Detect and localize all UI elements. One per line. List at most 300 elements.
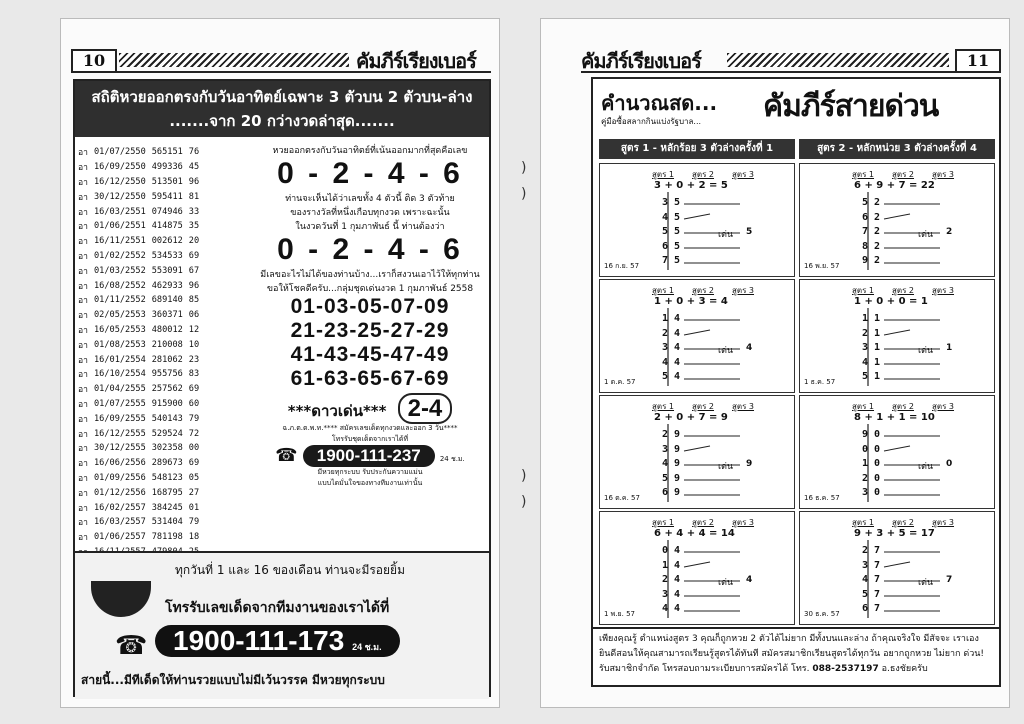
header-hatch xyxy=(727,53,949,67)
history-date: 16/01/2554 xyxy=(94,354,146,365)
history-row xyxy=(75,234,202,249)
history-bottom: 69 xyxy=(188,250,200,261)
formula-label: สูตร 3 xyxy=(732,170,755,179)
formula-label: สูตร 1 xyxy=(852,286,875,295)
draw-date: 16 ก.ย. 57 xyxy=(604,262,640,270)
formula-equation: 1 + 0 + 0 = 1 xyxy=(854,296,928,307)
formula-row: 9 2 xyxy=(862,255,881,266)
history-row xyxy=(75,471,202,486)
star-label: ***ดาวเด่น*** xyxy=(287,402,387,420)
history-table xyxy=(75,145,202,559)
history-bottom: 45 xyxy=(188,162,200,173)
right-header xyxy=(581,49,1001,73)
formula-row: 1 4 xyxy=(662,559,681,571)
history-row xyxy=(75,485,202,500)
formula-label: สูตร 3 xyxy=(732,518,755,527)
history-top: 462933 xyxy=(151,280,183,291)
history-bottom: 72 xyxy=(188,428,200,439)
brand-title: คัมภีร์เรียงเบอร์ xyxy=(581,49,701,73)
formula-row: 3 0 xyxy=(862,487,881,498)
history-date: 16/06/2556 xyxy=(94,458,146,469)
history-day: อา xyxy=(78,325,88,336)
formula-row: 1 4 xyxy=(662,313,681,324)
history-row xyxy=(75,337,202,352)
formula-row: 3 1 xyxy=(862,342,881,353)
history-date: 01/03/2552 xyxy=(94,265,146,276)
pick-label: เด่น xyxy=(718,230,734,240)
history-date: 01/06/2557 xyxy=(94,532,146,543)
history-row xyxy=(75,352,202,367)
history-bottom: 81 xyxy=(188,191,200,202)
history-bottom: 35 xyxy=(188,221,200,232)
formula-label: สูตร 3 xyxy=(732,286,755,295)
draw-date: 16 พ.ย. 57 xyxy=(804,262,840,270)
title-big: คัมภีร์สายด่วน xyxy=(763,89,939,124)
history-day: อา xyxy=(78,340,88,351)
formula-label: สูตร 2 xyxy=(892,286,915,295)
draw-date: 30 ธ.ค. 57 xyxy=(804,610,840,618)
history-bottom: 85 xyxy=(188,295,200,306)
history-bottom: 96 xyxy=(188,176,200,187)
fine-1: ฉ.ภ.ต.ต.พ.ท.**** สมัครเลขเด็ดทุกงวดและออก 3 วัน**** xyxy=(282,424,458,432)
history-day: อา xyxy=(78,177,88,188)
history-top: 513501 xyxy=(151,176,183,187)
formula-panel xyxy=(591,77,1001,632)
formula-row: 3 7 xyxy=(862,559,881,571)
history-date: 01/11/2552 xyxy=(94,295,146,306)
formula-row: 4 5 xyxy=(662,211,681,223)
formula-label: สูตร 1 xyxy=(852,402,875,411)
formula-row: 9 0 xyxy=(862,429,881,440)
formula-row: 3 4 xyxy=(662,588,681,600)
history-day: อา xyxy=(78,207,88,218)
formula-row: 2 0 xyxy=(862,472,881,484)
history-bottom: 18 xyxy=(188,532,200,543)
binding-mark: ) xyxy=(521,494,527,510)
history-top: 531404 xyxy=(151,517,183,528)
history-top: 595411 xyxy=(151,191,183,202)
history-day: อา xyxy=(78,399,88,410)
history-day: อา xyxy=(78,355,88,366)
history-top: 548123 xyxy=(151,472,183,483)
formula-label: สูตร 2 xyxy=(692,286,715,295)
history-date: 02/05/2553 xyxy=(94,310,146,321)
formula-row: 5 2 xyxy=(862,197,881,208)
formula-row: 5 4 xyxy=(662,371,681,382)
formula-row: 7 2 xyxy=(862,226,881,237)
history-date: 16/02/2557 xyxy=(94,502,146,513)
pick-label: เด่น xyxy=(918,346,934,356)
history-row xyxy=(75,530,202,545)
history-top: 074946 xyxy=(151,206,183,217)
formula-row: 0 4 xyxy=(662,545,681,556)
formula-label: สูตร 1 xyxy=(652,518,675,527)
history-day: อา xyxy=(78,473,88,484)
formula-row: 2 9 xyxy=(662,429,681,440)
history-bottom: 79 xyxy=(188,413,200,424)
history-bottom: 06 xyxy=(188,310,200,321)
formula-label: สูตร 1 xyxy=(852,170,875,179)
history-bottom: 05 xyxy=(188,472,200,483)
history-row xyxy=(75,382,202,397)
ad-block xyxy=(75,551,489,699)
history-top: 540143 xyxy=(151,413,183,424)
history-day: อา xyxy=(78,237,88,248)
history-row xyxy=(75,500,202,515)
binding-mark: ) xyxy=(521,186,527,202)
phone-icon-2: ☎ xyxy=(115,631,148,661)
banner-line1: สถิติหวยออกตรงกับวันอาทิตย์เฉพาะ 3 ตัวบน 2 ตัวบน-ล่าง xyxy=(91,88,473,106)
history-row xyxy=(75,293,202,308)
history-top: 002612 xyxy=(151,236,183,247)
history-day: อา xyxy=(78,533,88,544)
formula-equation: 8 + 1 + 1 = 10 xyxy=(854,412,935,423)
fine-3: มีหวยทุกระบบ รับประกันความแม่น xyxy=(317,468,423,476)
history-top: 529524 xyxy=(151,428,183,439)
formula-equation: 6 + 4 + 4 = 14 xyxy=(654,528,735,539)
history-day: อา xyxy=(78,311,88,322)
formula-equation: 2 + 0 + 7 = 9 xyxy=(654,412,728,423)
history-row xyxy=(75,426,202,441)
history-date: 01/06/2551 xyxy=(94,221,146,232)
fine-4: แบบไดมั่นใจของทางทีมงานเท่านั้น xyxy=(317,479,423,487)
history-row xyxy=(75,323,202,338)
draw-date: 1 พ.ย. 57 xyxy=(604,610,635,618)
formula-cell xyxy=(799,279,995,393)
history-top: 915900 xyxy=(151,398,183,409)
fine-2: โทรรับชุดเด็ดจากเราได้ที่ xyxy=(331,435,409,443)
hours-1: 24 ช.ม. xyxy=(439,455,465,463)
history-top: 384245 xyxy=(151,502,183,513)
history-date: 16/12/2555 xyxy=(94,428,146,439)
history-bottom: 67 xyxy=(188,265,200,276)
history-day: อา xyxy=(78,296,88,307)
phone-2-pill xyxy=(155,625,400,657)
formula-cell xyxy=(799,511,995,625)
draw-date: 1 ธ.ค. 57 xyxy=(804,378,836,386)
history-date: 16/08/2552 xyxy=(94,280,146,291)
history-day: อา xyxy=(78,192,88,203)
history-top: 414875 xyxy=(151,221,183,232)
history-top: 955756 xyxy=(151,369,183,380)
formula-cell xyxy=(599,163,795,277)
history-bottom: 20 xyxy=(188,236,200,247)
left-page xyxy=(60,18,500,708)
formula-row: 5 7 xyxy=(862,588,881,600)
history-date: 01/02/2552 xyxy=(94,250,146,261)
history-top: 302358 xyxy=(151,443,183,454)
formula-label: สูตร 1 xyxy=(652,402,675,411)
draw-date: 16 ต.ค. 57 xyxy=(604,494,640,502)
history-date: 01/04/2555 xyxy=(94,384,146,395)
history-row xyxy=(75,278,202,293)
history-date: 01/07/2550 xyxy=(94,147,146,158)
formula-row: 4 7 xyxy=(862,574,881,585)
formula-cell xyxy=(799,395,995,509)
history-day: อา xyxy=(78,429,88,440)
pick-label: เด่น xyxy=(918,578,934,588)
number-set-4: 61-63-65-67-69 xyxy=(290,367,450,390)
formula-row: 1 0 xyxy=(862,458,881,469)
hours-2: 24 ช.ม. xyxy=(352,642,382,652)
formula-row: 2 4 xyxy=(662,574,681,585)
history-row xyxy=(75,397,202,412)
formula-row: 6 2 xyxy=(862,211,881,223)
history-bottom: 79 xyxy=(188,517,200,528)
history-day: อา xyxy=(78,163,88,174)
formula-row: 5 5 xyxy=(662,226,681,237)
history-date: 16/03/2551 xyxy=(94,206,146,217)
formula-label: สูตร 2 xyxy=(892,402,915,411)
formula-label: สูตร 2 xyxy=(892,170,915,179)
history-row xyxy=(75,367,202,382)
column-2-header: สูตร 2 - หลักหน่วย 3 ตัวล่างครั้งที่ 4 xyxy=(799,139,995,159)
history-top: 360371 xyxy=(151,310,183,321)
history-row xyxy=(75,263,202,278)
formula-row: 2 7 xyxy=(862,545,881,556)
draw-date: 1 ต.ค. 57 xyxy=(604,378,636,386)
phone-row-1 xyxy=(235,445,505,467)
pick-label: เด่น xyxy=(918,462,934,472)
column-1-header: สูตร 1 - หลักร้อย 3 ตัวล่างครั้งที่ 1 xyxy=(599,139,795,159)
formula-row: 6 5 xyxy=(662,240,681,252)
formula-cell xyxy=(599,511,795,625)
draw-date: 16 ธ.ค. 57 xyxy=(804,494,840,502)
history-top: 499336 xyxy=(151,162,183,173)
info-text3: ในงวดวันที่ 1 กุมภาพันธ์ นี้ ท่านต้องว่า xyxy=(295,222,445,232)
history-date: 16/09/2550 xyxy=(94,162,146,173)
ad-line1: ทุกวันที่ 1 และ 16 ของเดือน ท่านจะมีรอยยิ้ม xyxy=(175,563,405,577)
formula-label: สูตร 1 xyxy=(652,286,675,295)
formula-row: 2 1 xyxy=(862,327,881,339)
pick-label: เด่น xyxy=(918,230,934,240)
history-top: 689140 xyxy=(151,295,183,306)
ad-line2: โทรรับเลขเด็ดจากทีมงานของเราได้ที่ xyxy=(165,600,390,616)
pick-value: 4 xyxy=(746,343,753,353)
footer-text: เพียงคุณรู้ ตำแหน่งสูตร 3 คุณก็ถูกหวย 2 ตัวได้ไม่ยาก มีทั้งบนและล่าง ถ้าคุณจริงใจ มีสัจจะ เราเองยินดีสอนให้คุณสามารถเรียนรู้สูตรได้ทันที สมัครสมาชิกเรียนสูตรได้ทุกวัน อยากถูกหวย ไม่ยาก ด่วน! รับสมาชิกจำกัด โทรสอบถามระเบียบการสมัครได้ โทร. xyxy=(599,634,985,674)
info-title: หวยออกตรงกับวันอาทิตย์ที่เน้นออกมากที่สุดคือเลข xyxy=(272,146,468,156)
formula-label: สูตร 2 xyxy=(692,402,715,411)
history-day: อา xyxy=(78,444,88,455)
history-bottom: 01 xyxy=(188,502,200,513)
banner-line2: .......จาก 20 กว่างวดล่าสุด....... xyxy=(169,112,395,130)
footer-note xyxy=(591,627,1001,687)
phone-1: 1900-111-237 xyxy=(303,445,435,467)
number-set-2: 21-23-25-27-29 xyxy=(290,319,450,342)
history-date: 01/09/2556 xyxy=(94,472,146,483)
pick-label: เด่น xyxy=(718,462,734,472)
formula-label: สูตร 2 xyxy=(692,170,715,179)
formula-label: สูตร 3 xyxy=(732,402,755,411)
history-day: อา xyxy=(78,385,88,396)
history-row xyxy=(75,189,202,204)
history-bottom: 33 xyxy=(188,206,200,217)
formula-label: สูตร 3 xyxy=(932,402,955,411)
formula-label: สูตร 3 xyxy=(932,170,955,179)
history-row xyxy=(75,204,202,219)
info-text4: มีเลขอะไรไม่ได้ของท่านบ้าง...เราก็สงวนเอาไว้ให้ทุกท่าน xyxy=(260,270,480,280)
history-row xyxy=(75,411,202,426)
formula-label: สูตร 2 xyxy=(892,518,915,527)
formula-row: 7 5 xyxy=(662,255,681,266)
formula-row: 5 9 xyxy=(662,472,681,484)
formula-label: สูตร 1 xyxy=(852,518,875,527)
formula-row: 5 1 xyxy=(862,371,881,382)
pick-value: 5 xyxy=(746,227,753,237)
stats-panel xyxy=(73,79,491,697)
right-page xyxy=(540,18,1010,708)
history-day: อา xyxy=(78,459,88,470)
formula-row: 3 4 xyxy=(662,342,681,353)
history-top: 168795 xyxy=(151,487,183,498)
binding-mark: ) xyxy=(521,160,527,176)
history-bottom: 12 xyxy=(188,324,200,335)
history-top: 257562 xyxy=(151,384,183,395)
history-row xyxy=(75,175,202,190)
history-bottom: 69 xyxy=(188,384,200,395)
history-day: อา xyxy=(78,503,88,514)
footer-phone: 088-2537197 xyxy=(812,664,879,674)
pick-label: เด่น xyxy=(718,346,734,356)
phone-icon: ☎ xyxy=(275,445,298,466)
number-set-1: 01-03-05-07-09 xyxy=(290,295,450,318)
history-top: 781198 xyxy=(151,532,183,543)
title-small: คำนวณสด... xyxy=(601,91,718,115)
history-day: อา xyxy=(78,148,88,159)
formula-row: 8 2 xyxy=(862,240,881,252)
formula-equation: 9 + 3 + 5 = 17 xyxy=(854,528,935,539)
digits-1: 0 - 2 - 4 - 6 xyxy=(277,157,463,190)
history-row xyxy=(75,456,202,471)
formula-row: 4 4 xyxy=(662,603,681,614)
formula-label: สูตร 3 xyxy=(932,286,955,295)
info-block xyxy=(235,143,505,489)
history-bottom: 00 xyxy=(188,443,200,454)
formula-row: 3 5 xyxy=(662,197,681,208)
history-top: 281062 xyxy=(151,354,183,365)
formula-cell xyxy=(599,395,795,509)
pick-value: 1 xyxy=(946,343,953,353)
footer-sign: อ.ธงชัยครับ xyxy=(881,664,928,674)
digits-2: 0 - 2 - 4 - 6 xyxy=(277,233,463,266)
history-bottom: 69 xyxy=(188,458,200,469)
pick-value: 9 xyxy=(746,459,753,469)
history-row xyxy=(75,441,202,456)
pick-value: 2 xyxy=(946,227,953,237)
history-top: 210008 xyxy=(151,339,183,350)
history-day: อา xyxy=(78,370,88,381)
history-date: 01/12/2556 xyxy=(94,487,146,498)
page-number: 11 xyxy=(955,49,1001,73)
star-row xyxy=(235,395,505,423)
history-day: อา xyxy=(78,281,88,292)
history-date: 16/03/2557 xyxy=(94,517,146,528)
history-top: 565151 xyxy=(151,147,183,158)
binding-mark: ) xyxy=(521,468,527,484)
page-number: 10 xyxy=(71,49,117,73)
history-date: 16/11/2551 xyxy=(94,236,146,247)
history-row xyxy=(75,515,202,530)
history-day: อา xyxy=(78,251,88,262)
formula-row: 2 4 xyxy=(662,327,681,339)
formula-label: สูตร 3 xyxy=(932,518,955,527)
formula-equation: 3 + 0 + 2 = 5 xyxy=(654,180,728,191)
star-value: 2-4 xyxy=(398,393,453,424)
formula-row: 4 4 xyxy=(662,356,681,368)
history-top: 534533 xyxy=(151,250,183,261)
history-date: 16/09/2555 xyxy=(94,413,146,424)
ad-line3: สายนี้...มีทีเด็ดให้ท่านรวยแบบไม่มีเว้นวรรค มีหวยทุกระบบ xyxy=(81,673,385,687)
pick-label: เด่น xyxy=(718,578,734,588)
info-text1: ท่านจะเห็นได้ว่าเลขทั้ง 4 ตัวนี้ ติด 3 ตัวท้าย xyxy=(285,194,455,204)
history-row xyxy=(75,249,202,264)
history-date: 01/07/2555 xyxy=(94,398,146,409)
pick-value: 0 xyxy=(946,459,953,469)
history-bottom: 27 xyxy=(188,487,200,498)
history-date: 30/12/2550 xyxy=(94,191,146,202)
history-row xyxy=(75,160,202,175)
history-day: อา xyxy=(78,222,88,233)
history-bottom: 10 xyxy=(188,339,200,350)
formula-row: 0 0 xyxy=(862,443,881,455)
history-date: 16/12/2550 xyxy=(94,176,146,187)
formula-row: 6 7 xyxy=(862,603,881,614)
history-top: 289673 xyxy=(151,458,183,469)
number-set-3: 41-43-45-47-49 xyxy=(290,343,450,366)
history-bottom: 60 xyxy=(188,398,200,409)
history-bottom: 76 xyxy=(188,147,200,158)
history-day: อา xyxy=(78,266,88,277)
header-hatch xyxy=(119,53,349,67)
history-bottom: 83 xyxy=(188,369,200,380)
info-text5: ขอให้โชคดีครับ...กลุ่มชุดเด่นงวด 1 กุมภาพันธ์ 2558 xyxy=(266,284,474,294)
formula-row: 1 1 xyxy=(862,313,881,324)
formula-label: สูตร 2 xyxy=(692,518,715,527)
formula-row: 6 9 xyxy=(662,487,681,498)
history-bottom: 96 xyxy=(188,280,200,291)
formula-label: สูตร 1 xyxy=(652,170,675,179)
smile-icon xyxy=(91,581,151,617)
history-day: อา xyxy=(78,414,88,425)
history-date: 30/12/2555 xyxy=(94,443,146,454)
history-row xyxy=(75,219,202,234)
history-day: อา xyxy=(78,518,88,529)
phone-2: 1900-111-173 xyxy=(173,625,345,656)
pick-value: 7 xyxy=(946,575,953,585)
left-header xyxy=(71,49,491,73)
formula-cell xyxy=(799,163,995,277)
stats-banner xyxy=(75,81,489,137)
history-row xyxy=(75,308,202,323)
history-date: 16/10/2554 xyxy=(94,369,146,380)
formula-row: 3 9 xyxy=(662,443,681,455)
pick-value: 4 xyxy=(746,575,753,585)
brand-title: คัมภีร์เรียงเบอร์ xyxy=(356,49,476,73)
history-date: 16/05/2553 xyxy=(94,324,146,335)
formula-equation: 1 + 0 + 3 = 4 xyxy=(654,296,728,307)
history-date: 01/08/2553 xyxy=(94,339,146,350)
formula-equation: 6 + 9 + 7 = 22 xyxy=(854,180,935,191)
history-bottom: 23 xyxy=(188,354,200,365)
formula-row: 4 1 xyxy=(862,356,881,368)
history-top: 480012 xyxy=(151,324,183,335)
history-day: อา xyxy=(78,488,88,499)
title-sub: คู่มือซื้อสลากกินแบ่งรัฐบาล... xyxy=(601,117,702,126)
info-text2: ของรางวัลที่หนึ่งเกือบทุกงวด เพราะฉะนั้น xyxy=(290,208,450,218)
formula-row: 4 9 xyxy=(662,458,681,469)
history-top: 553091 xyxy=(151,265,183,276)
history-row xyxy=(75,145,202,160)
